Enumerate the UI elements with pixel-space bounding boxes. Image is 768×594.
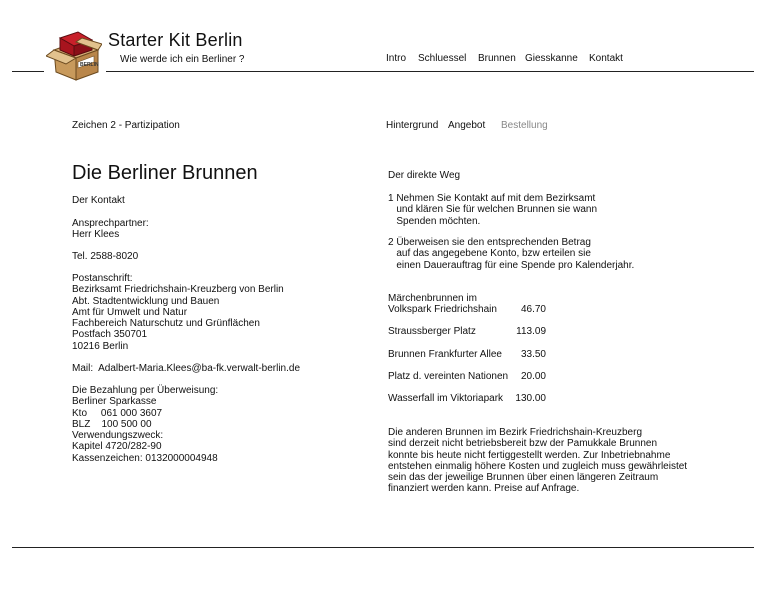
fountain-price: 20.00	[520, 371, 546, 382]
fountain-note: Die anderen Brunnen im Bezirk Friedrichshain-Kreuzberg sind derzeit nicht betriebsbereit bzw der Pamukkale Brunnen konnte bis heute nicht fertiggestellt werden. Zur Inbetriebnahme entstehen einmalig höhere Kosten und zugleich muss gewährleistet sein das der jeweilige Brunnen über einen längeren Zeitraum finanziert werden kann. Preise auf Anfrage.	[388, 427, 688, 495]
header-divider	[106, 71, 754, 72]
subnav-hintergrund[interactable]: Hintergrund	[386, 120, 439, 131]
fountain-price: 33.50	[520, 349, 546, 360]
nav-giesskanne[interactable]: Giesskanne	[525, 53, 578, 64]
fountain-name: Brunnen Frankfurter Allee	[388, 349, 502, 360]
fountain-name: Märchenbrunnen im Volkspark Friedrichshain	[388, 293, 497, 316]
phone-number: Tel. 2588-8020	[72, 251, 139, 262]
contact-person: Ansprechpartner: Herr Klees	[72, 218, 149, 241]
subnav-angebot[interactable]: Angebot	[448, 120, 486, 131]
site-title[interactable]: Starter Kit Berlin	[108, 30, 243, 50]
direct-way-heading: Der direkte Weg	[388, 170, 461, 181]
nav-intro[interactable]: Intro	[386, 53, 407, 64]
site-subtitle: Wie werde ich ein Berliner ?	[120, 54, 245, 65]
fountain-price: 113.09	[516, 326, 546, 337]
payment-details: Die Bezahlung per Überweisung: Berliner Sparkasse Kto 061 000 3607 BLZ 100 500 00 Verwendungszweck: Kapitel 4720/282-90 Kassenzeichen: 0132000004948	[72, 385, 219, 464]
mail-address[interactable]: Mail: Adalbert-Maria.Klees@ba-fk.verwalt-berlin.de	[72, 363, 301, 374]
fountain-name: Wasserfall im Viktoriapark	[388, 393, 504, 404]
logo-box-icon[interactable]	[46, 30, 102, 82]
fountain-name: Platz d. vereinten Nationen	[388, 371, 509, 382]
fountain-name: Straussberger Platz	[388, 326, 476, 337]
page-title: Die Berliner Brunnen	[72, 162, 258, 184]
step-1: 1 Nehmen Sie Kontakt auf mit dem Bezirksamt und klären Sie für welchen Brunnen sie wann Spenden möchten.	[388, 193, 598, 227]
contact-heading: Der Kontakt	[72, 195, 125, 206]
fountain-price: 46.70	[520, 304, 546, 315]
footer-divider	[12, 547, 754, 548]
postal-address: Postanschrift: Bezirksamt Friedrichshain-Kreuzberg von Berlin Abt. Stadtentwicklung und Bauen Amt für Umwelt und Natur Fachbereich Naturschutz und Grünflächen Postfach 350701 10216 Berlin	[72, 273, 284, 352]
nav-kontakt[interactable]: Kontakt	[589, 53, 623, 64]
subnav-bestellung[interactable]: Bestellung	[501, 120, 548, 131]
nav-brunnen[interactable]: Brunnen	[478, 53, 516, 64]
header-divider-left	[12, 71, 44, 72]
nav-schluessel[interactable]: Schluessel	[418, 53, 467, 64]
fountain-price: 130.00	[515, 393, 546, 404]
breadcrumb: Zeichen 2 - Partizipation	[72, 120, 180, 131]
logo-text: BERLIN	[80, 62, 99, 68]
step-2: 2 Überweisen sie den entsprechenden Betrag auf das angegebene Konto, bzw erteilen sie einen Dauerauftrag für eine Spende pro Kalenderjahr.	[388, 237, 635, 271]
